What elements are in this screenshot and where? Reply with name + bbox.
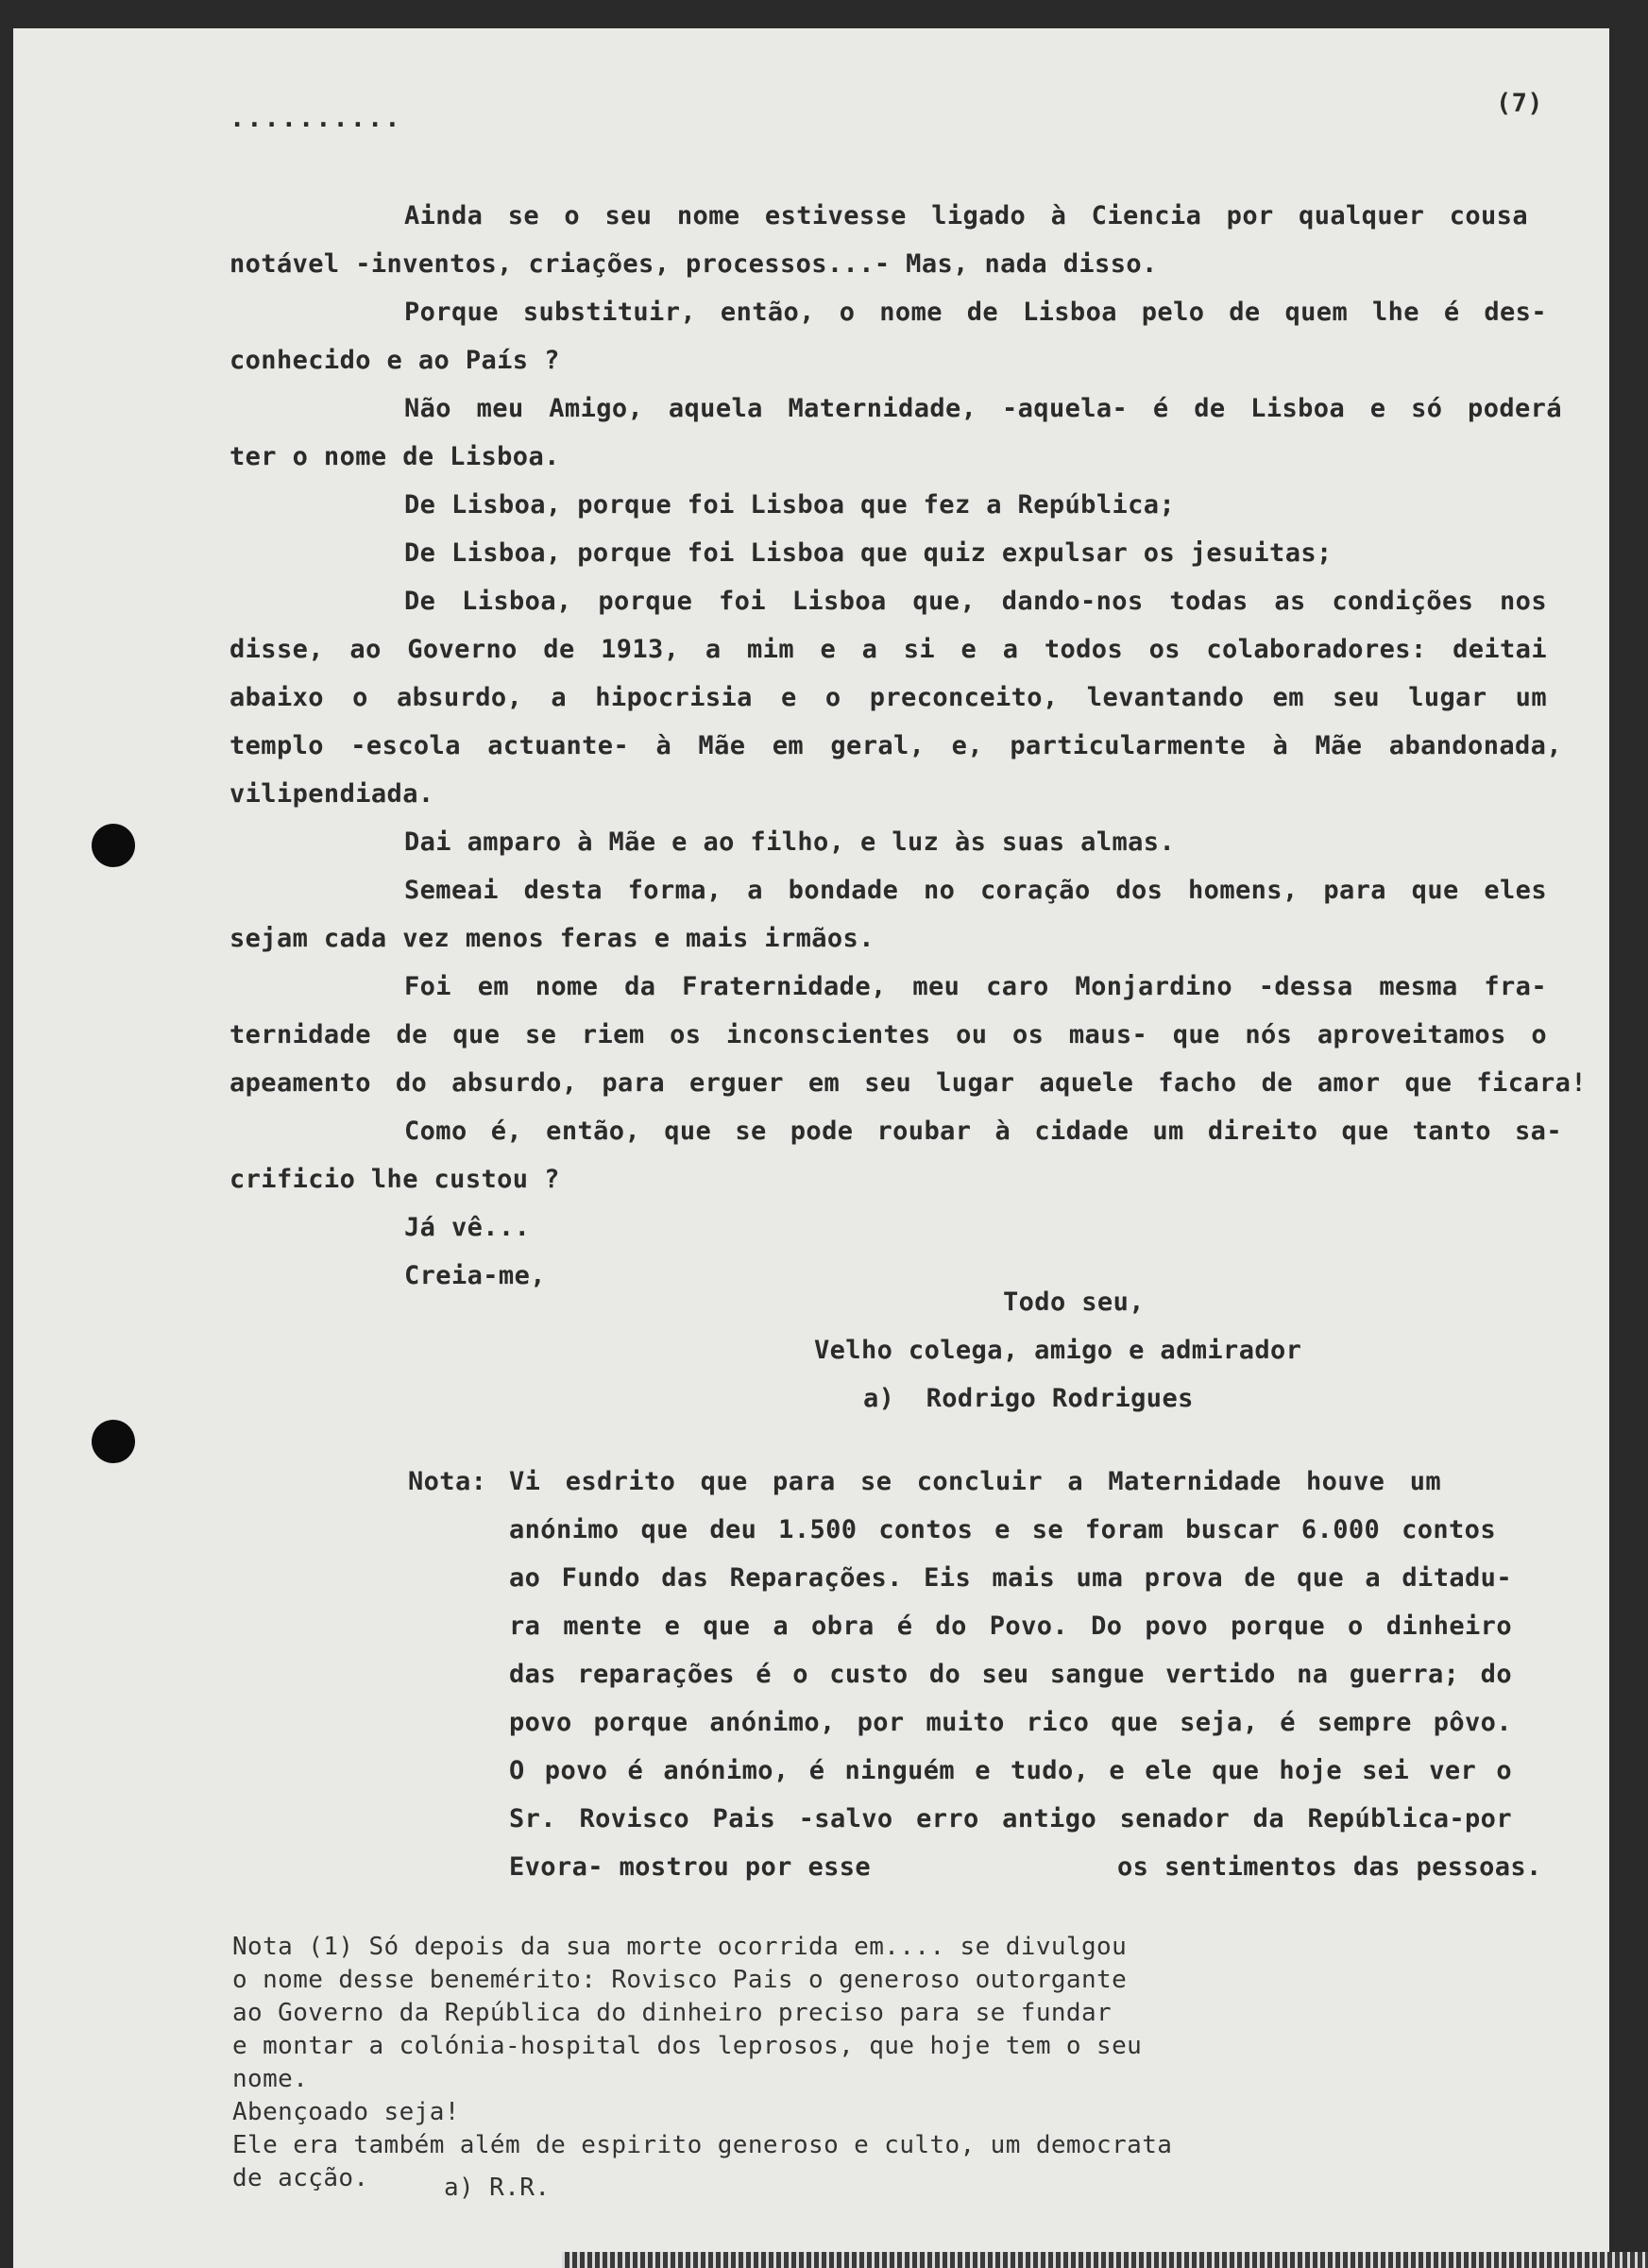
scan-scale-strip bbox=[562, 2252, 1648, 2268]
body-line: apeamento do absurdo, para erguer em seu lugar aquele facho de amor que ficara! bbox=[229, 1068, 1587, 1098]
body-line: ter o nome de Lisboa. bbox=[229, 442, 560, 471]
body-line: ternidade de que se riem os inconscientes ou os maus- que nós aproveitamos o bbox=[229, 1020, 1547, 1049]
nota1-signature: a) R.R. bbox=[444, 2174, 551, 2202]
body-line: De Lisboa, porque foi Lisboa que, dando-nos todas as condições nos bbox=[404, 587, 1547, 616]
nota-line: ao Fundo das Reparações. Eis mais uma prova de que a ditadu- bbox=[509, 1563, 1512, 1593]
body-line: crificio lhe custou ? bbox=[229, 1165, 560, 1194]
header-dots: .......... bbox=[229, 104, 402, 133]
nota-line: Vi esdrito que para se concluir a Maternidade houve um bbox=[509, 1467, 1441, 1496]
nota1-line: Nota (1) Só depois da sua morte ocorrida em.... se divulgou bbox=[232, 1933, 1128, 1961]
nota-line: das reparações é o custo do seu sangue vertido na guerra; do bbox=[509, 1660, 1512, 1689]
punch-hole bbox=[92, 1420, 135, 1463]
page-number: (7) bbox=[1496, 89, 1543, 118]
body-line: Porque substituir, então, o nome de Lisboa pelo de quem lhe é des- bbox=[404, 298, 1547, 327]
body-line: Creia-me, bbox=[404, 1261, 546, 1290]
body-line: Não meu Amigo, aquela Maternidade, -aquela- é de Lisboa e só poderá bbox=[404, 394, 1562, 423]
nota1-line: ao Governo da República do dinheiro preciso para se fundar bbox=[232, 1999, 1113, 2027]
body-line: abaixo o absurdo, a hipocrisia e o preconceito, levantando em seu lugar um bbox=[229, 683, 1547, 712]
nota-line: ra mente e que a obra é do Povo. Do povo porque o dinheiro bbox=[509, 1611, 1512, 1641]
body-line: Como é, então, que se pode roubar à cidade um direito que tanto sa- bbox=[404, 1117, 1562, 1146]
nota-line: povo porque anónimo, por muito rico que seja, é sempre pôvo. bbox=[509, 1708, 1512, 1737]
body-line: Dai amparo à Mãe e ao filho, e luz às suas almas. bbox=[404, 827, 1176, 857]
nota1-line: Abençoado seja! bbox=[232, 2098, 460, 2126]
document-page bbox=[13, 28, 1609, 2268]
nota1-line: Ele era também além de espirito generoso e culto, um democrata bbox=[232, 2131, 1173, 2159]
signature-name: a) Rodrigo Rodrigues bbox=[863, 1384, 1194, 1413]
nota-line: Sr. Rovisco Pais -salvo erro antigo senador da República-por bbox=[509, 1804, 1512, 1833]
nota1-line: o nome desse benemérito: Rovisco Pais o generoso outorgante bbox=[232, 1966, 1128, 1994]
signature-closing: Todo seu, bbox=[1003, 1287, 1145, 1317]
body-line: Já vê... bbox=[404, 1213, 531, 1242]
body-line: notável -inventos, criações, processos...- Mas, nada disso. bbox=[229, 249, 1158, 279]
signature-title: Velho colega, amigo e admirador bbox=[814, 1336, 1302, 1365]
nota-label: Nota: bbox=[408, 1467, 487, 1496]
body-line: De Lisboa, porque foi Lisboa que fez a República; bbox=[404, 490, 1176, 520]
nota-line: Evora- mostrou por esse bbox=[509, 1852, 872, 1882]
body-line: sejam cada vez menos feras e mais irmãos. bbox=[229, 924, 875, 953]
body-line: Foi em nome da Fraternidade, meu caro Monjardino -dessa mesma fra- bbox=[404, 972, 1547, 1001]
body-line: Ainda se o seu nome estivesse ligado à Ciencia por qualquer cousa bbox=[404, 201, 1528, 230]
body-line: De Lisboa, porque foi Lisboa que quiz expulsar os jesuitas; bbox=[404, 538, 1333, 568]
body-line: vilipendiada. bbox=[229, 779, 434, 809]
nota-line: O povo é anónimo, é ninguém e tudo, e ele que hoje sei ver o bbox=[509, 1756, 1512, 1785]
body-line: templo -escola actuante- à Mãe em geral, e, particularmente à Mãe abandonada, bbox=[229, 731, 1562, 760]
body-line: Semeai desta forma, a bondade no coração dos homens, para que eles bbox=[404, 876, 1547, 905]
nota1-line: nome. bbox=[232, 2065, 309, 2093]
punch-hole bbox=[92, 824, 135, 867]
nota1-line: e montar a colónia-hospital dos leprosos, que hoje tem o seu bbox=[232, 2032, 1143, 2060]
nota-line-end: os sentimentos das pessoas. bbox=[1117, 1852, 1542, 1882]
nota-line: anónimo que deu 1.500 contos e se foram buscar 6.000 contos bbox=[509, 1515, 1496, 1544]
body-line: conhecido e ao País ? bbox=[229, 346, 560, 375]
nota1-line: de acção. bbox=[232, 2164, 369, 2192]
body-line: disse, ao Governo de 1913, a mim e a si e a todos os colaboradores: deitai bbox=[229, 635, 1547, 664]
